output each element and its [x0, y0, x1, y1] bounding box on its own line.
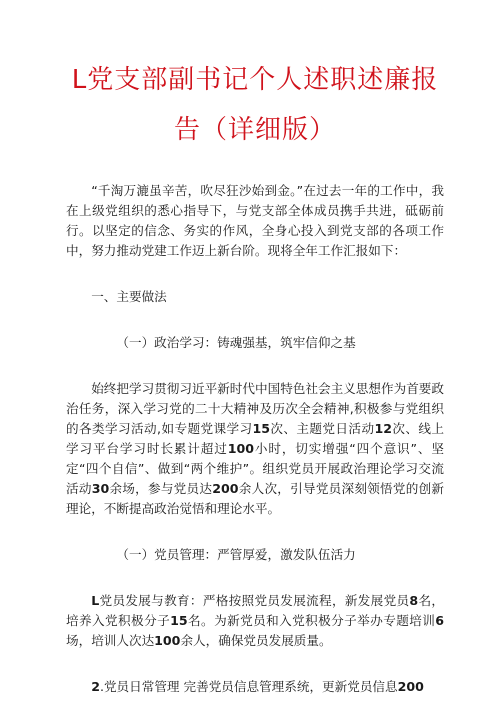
member-development-paragraph: L党员发展与教育：严格按照党员发展流程，新发展党员8名，培养入党积极分子15名。为新党员和入党积极分子举办专题培训6场，培训人次达100余人，确保党员发展质量。: [66, 593, 445, 648]
subsection-heading-political-study: （一）政治学习：铸魂强基，筑牢信仰之基: [116, 335, 356, 350]
section-heading-main-practices: 一、主要做法: [91, 289, 167, 304]
document-title-line2: 告（详细版）: [173, 115, 336, 145]
intro-paragraph: “千淘万漉虽辛苦，吹尽狂沙始到金。”在过去一年的工作中，我在上级党组织的悉心指导下，与党支部全体成员携手共进，砥砺前行。以坚定的信念、务实的作风，全身心投入到党支部的各项工作中，努力推动党建工作迈上新台阶。现将全年工作汇报如下：: [66, 183, 444, 258]
political-study-paragraph: 始终把学习贯彻习近平新时代中国特色社会主义思想作为首要政治任务，深入学习党的二十大精神及历次全会精神,积极参与党组织的各类学习活动,如专题党课学习15次、主题党日活动12次、线上学习平台学习时长累计超过100小时，切实增强“四个意识”、坚定“四个自信”、做到“两个维护”。组织党员开展政治理论学习交流活动30余场，参与党员达200余人次，引导党员深刻领悟党的创新理论，不断提高政治觉悟和理论水平。: [66, 381, 445, 516]
member-daily-management-paragraph: 2.党员日常管理 完善党员信息管理系统，更新党员信息200: [91, 679, 424, 694]
subsection-heading-member-management: （一）党员管理：严管厚爱，激发队伍活力: [116, 547, 356, 562]
document-title-line1: L党支部副书记个人述职述廉报: [71, 65, 439, 95]
